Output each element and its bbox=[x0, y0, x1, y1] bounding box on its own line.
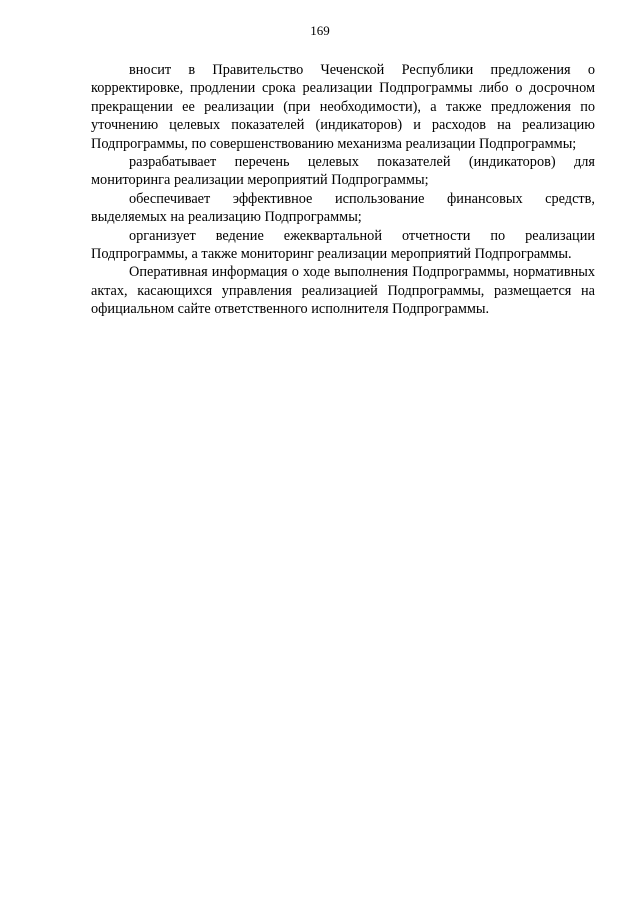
paragraph-reporting: организует ведение ежеквартальной отчетности по реализации Подпрограммы, а также мониторинг реализации мероприятий Подпрограммы. bbox=[91, 227, 595, 263]
page-number: 169 bbox=[310, 23, 330, 38]
paragraph-indicators: разрабатывает перечень целевых показателей (индикаторов) для мониторинга реализации мероприятий Подпрограммы; bbox=[91, 154, 595, 189]
document-body bbox=[91, 61, 595, 319]
paragraph-information: Оперативная информация о ходе выполнения Подпрограммы, нормативных актах, касающихся управления реализацией Подпрограммы, размещается на официальном сайте ответственного исполнителя Подпрограммы. bbox=[91, 264, 595, 318]
paragraph-proposals: вносит в Правительство Чеченской Республики предложения о корректировке, продлении срока реализации Подпрограммы либо о досрочном прекращении ее реализации (при необходимости), а также предложения по уточнению целевых показателей (индикаторов) и расходов на реализацию Подпрограммы, по совершенствованию механизма реализации Подпрограммы; bbox=[91, 62, 595, 152]
paragraph-funds: обеспечивает эффективное использование финансовых средств, выделяемых на реализацию Подпрограммы; bbox=[91, 190, 595, 226]
